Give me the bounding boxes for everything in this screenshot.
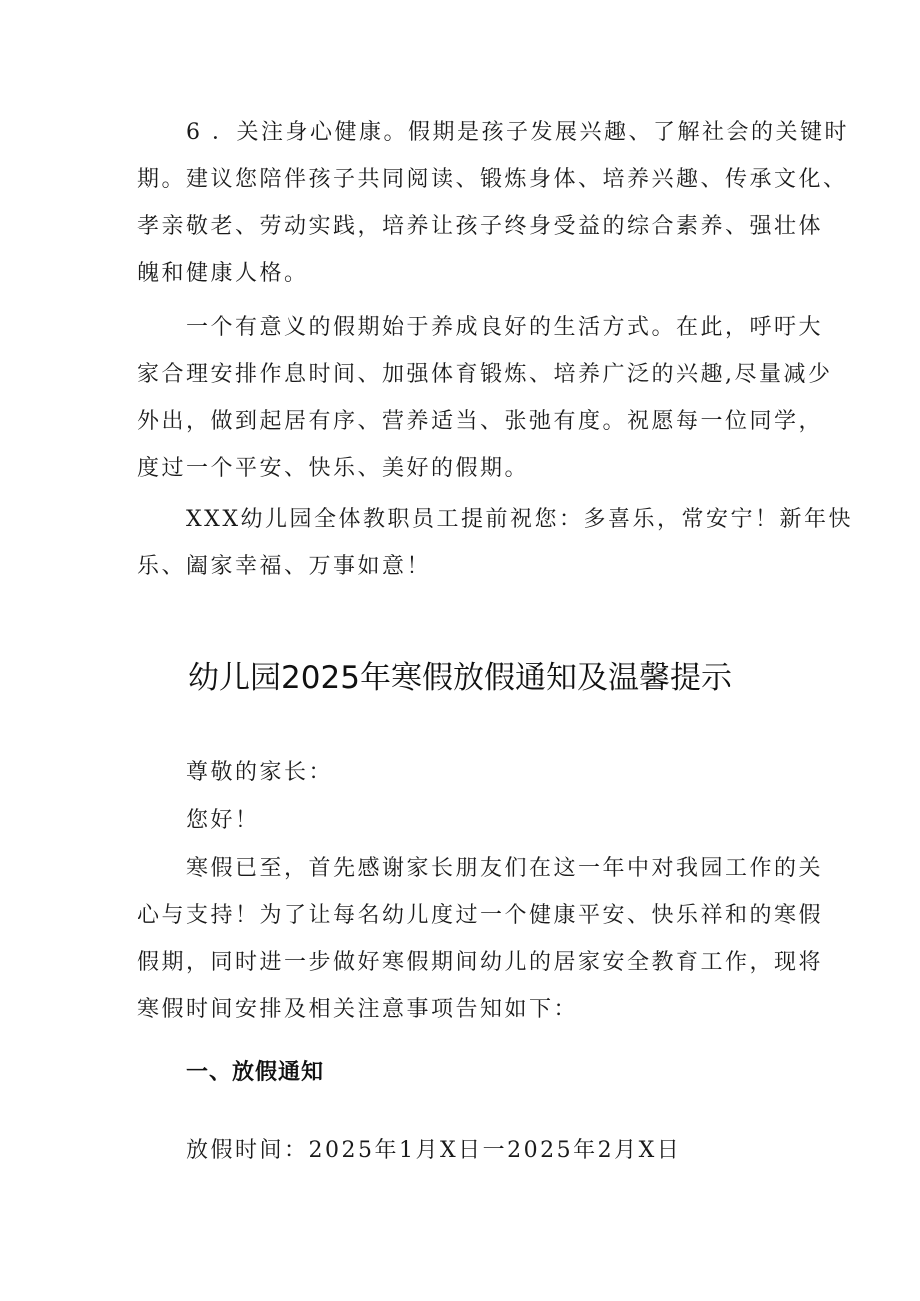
intro-line-2: 心与支持！为了让每名幼儿度过一个健康平安、快乐祥和的寒假: [137, 903, 824, 928]
intro-line-1: 寒假已至，首先感谢家长朋友们在这一年中对我园工作的关: [186, 856, 824, 881]
item6-line-4: 魄和健康人格。: [137, 261, 309, 286]
holiday-time: 放假时间：2025年1月X日一2025年2月X日: [186, 1138, 682, 1163]
document-title: 幼儿园2025年寒假放假通知及温馨提示: [188, 660, 732, 696]
item6-line-2: 期。建议您陪伴孩子共同阅读、锻炼身体、培养兴趣、传承文化、: [137, 167, 848, 192]
section-heading-holiday-notice: 一、放假通知: [186, 1060, 325, 1085]
salutation: 尊敬的家长：: [186, 760, 334, 785]
intro-line-4: 寒假时间安排及相关注意事项告知如下：: [137, 997, 579, 1022]
wishes-line-1: XXX幼儿园全体教职员工提前祝您：多喜乐，常安宁！新年快: [186, 507, 853, 532]
closing-line-4: 度过一个平安、快乐、美好的假期。: [137, 456, 530, 481]
wishes-line-2: 乐、阖家幸福、万事如意！: [137, 554, 432, 579]
closing-line-3: 外出，做到起居有序、营养适当、张弛有度。祝愿每一位同学，: [137, 409, 824, 434]
intro-line-3: 假期，同时进一步做好寒假期间幼儿的居家安全教育工作，现将: [137, 950, 824, 975]
closing-line-1: 一个有意义的假期始于养成良好的生活方式。在此，呼吁大: [186, 315, 824, 340]
closing-line-2: 家合理安排作息时间、加强体育锻炼、培养广泛的兴趣,尽量减少: [137, 362, 833, 387]
item6-line-3: 孝亲敬老、劳动实践，培养让孩子终身受益的综合素养、强壮体: [137, 214, 824, 239]
greeting: 您好！: [186, 808, 260, 833]
item6-line-1: 6 ．关注身心健康。假期是孩子发展兴趣、了解社会的关键时: [186, 120, 849, 145]
